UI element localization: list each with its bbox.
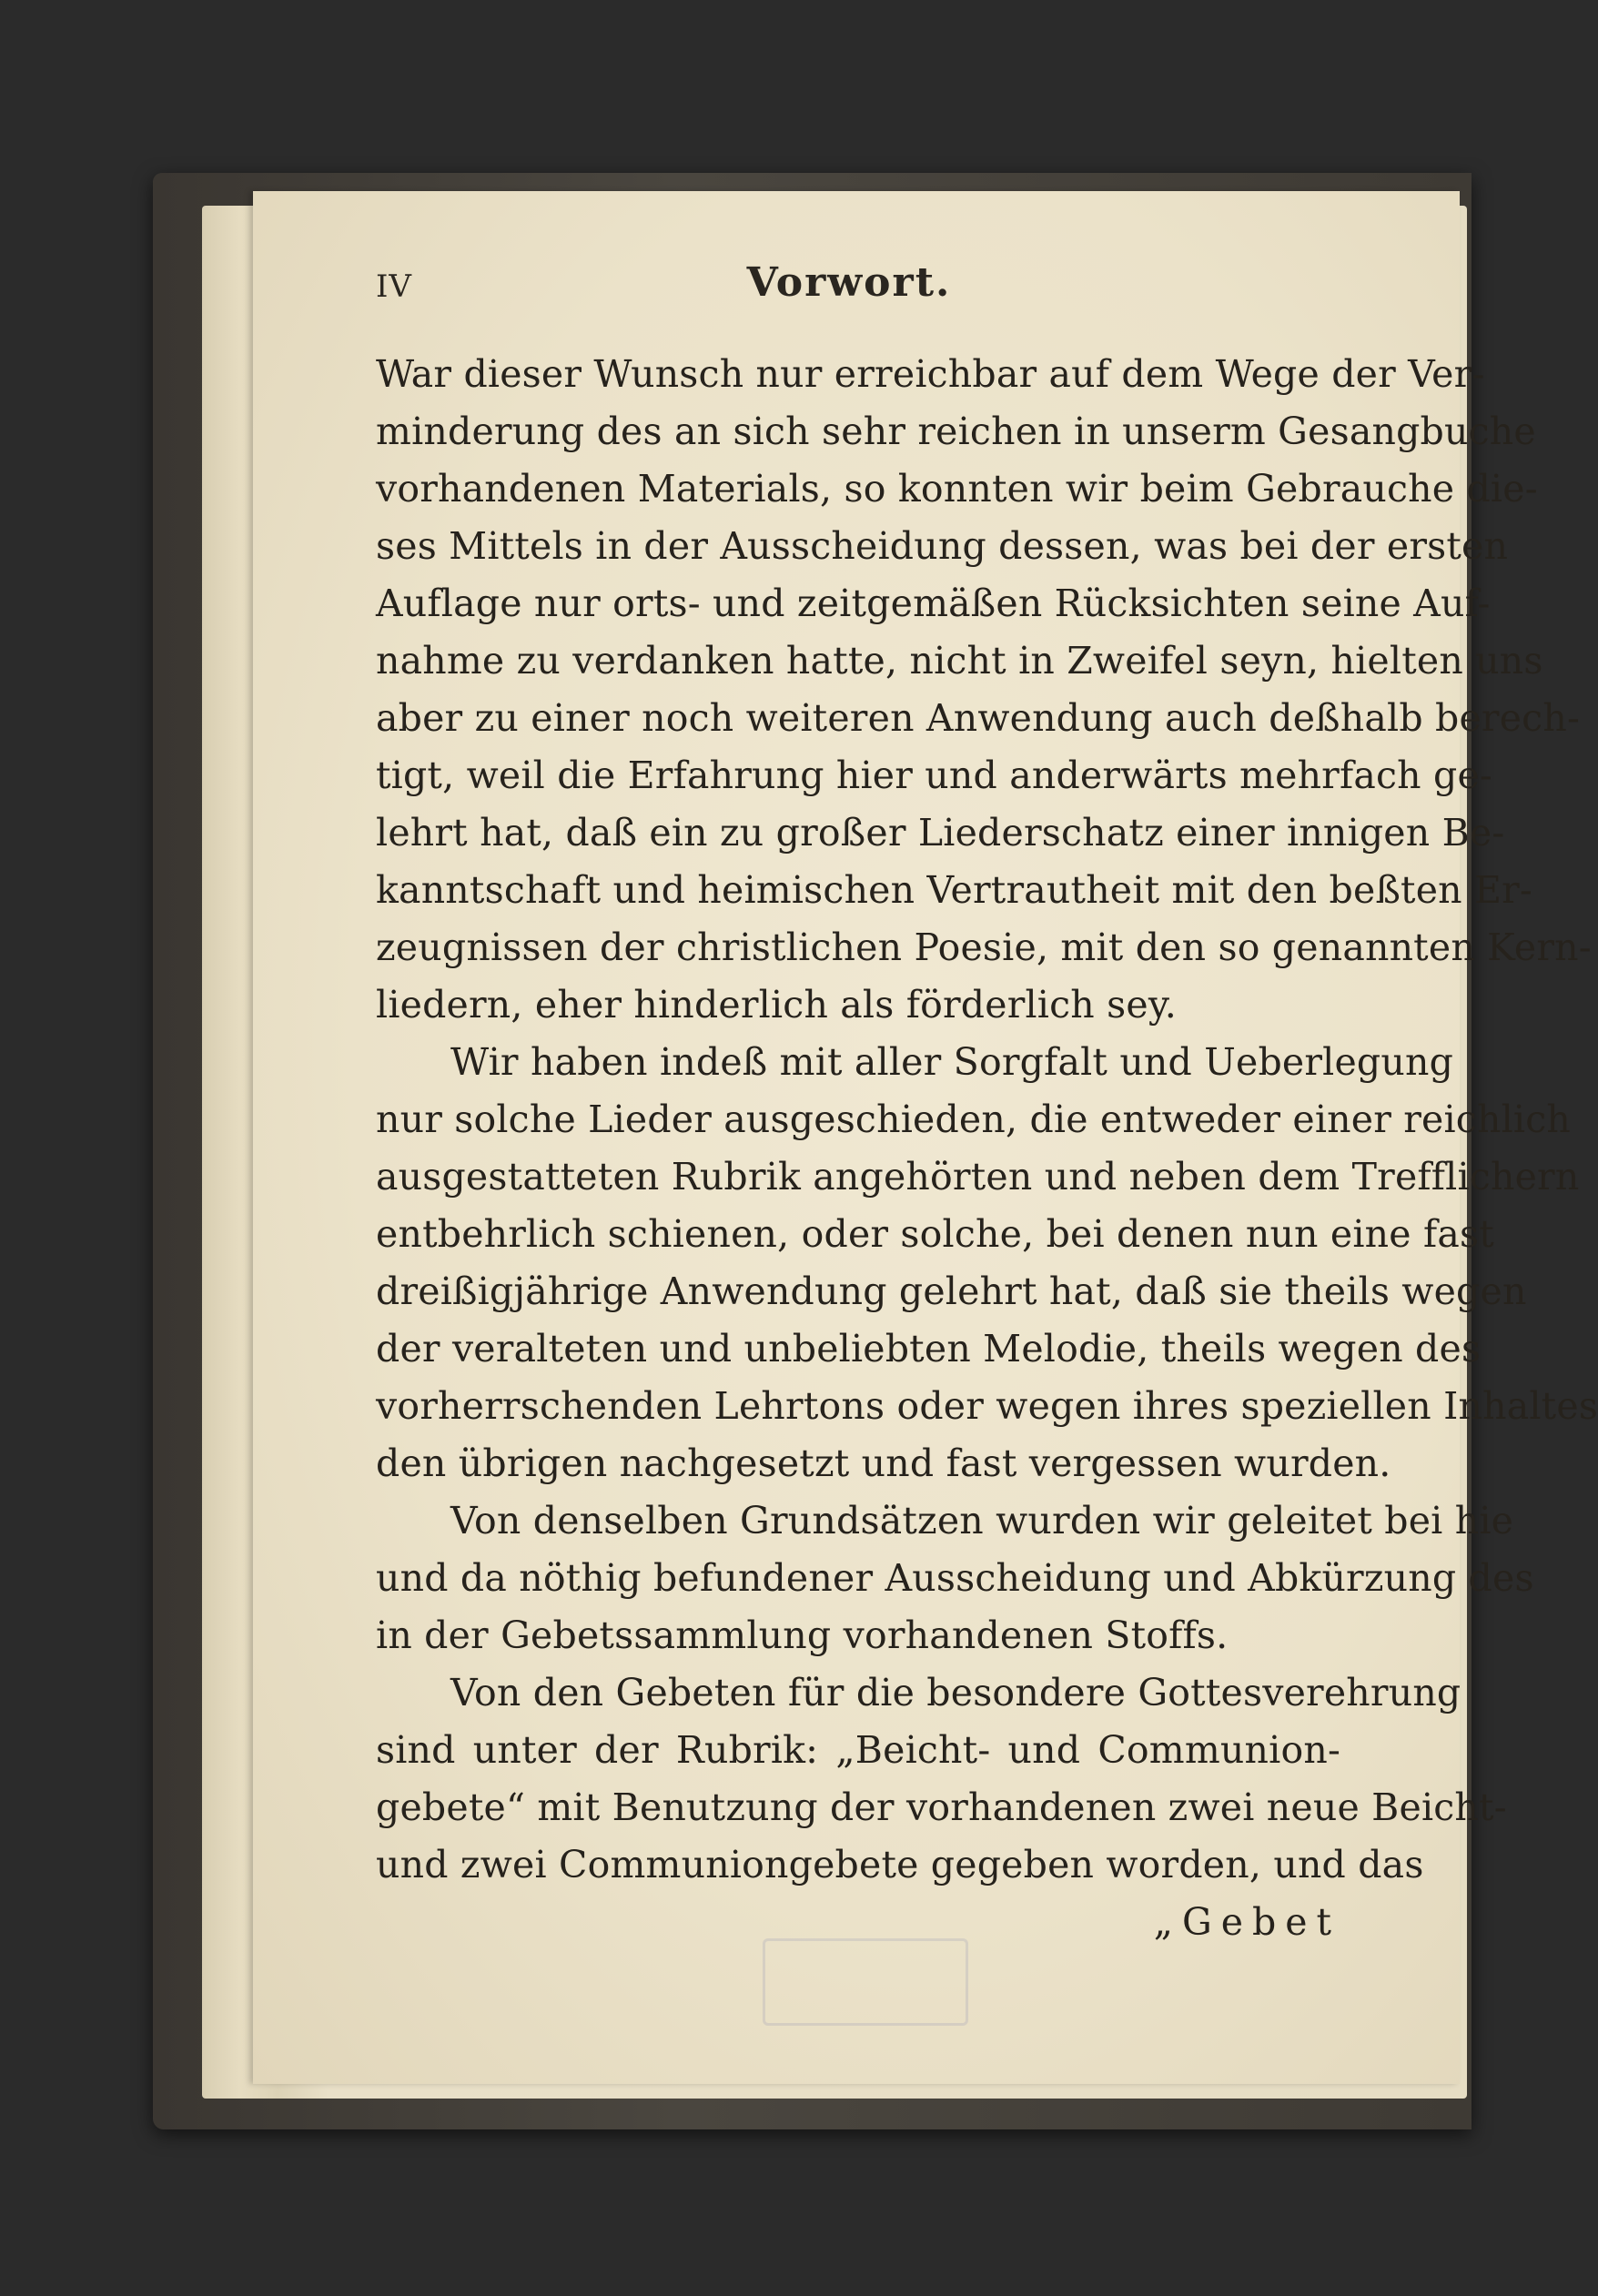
text-line: tigt, weil die Erfahrung hier und anderwärts mehrfach ge-: [376, 754, 1492, 797]
text-line: und da nöthig befundener Ausscheidung und Abkürzung des: [376, 1556, 1534, 1600]
text-line: War dieser Wunsch nur erreichbar auf dem Wege der Ver-: [376, 352, 1485, 396]
text-line: in der Gebetssammlung vorhandenen Stoffs.: [376, 1613, 1229, 1657]
text-line: Auflage nur orts- und zeitgemäßen Rücksichten seine Auf-: [376, 582, 1491, 625]
text-line: und zwei Communiongebete gegeben worden, und das: [376, 1843, 1424, 1886]
text-line: den übrigen nachgesetzt und fast vergessen wurden.: [376, 1441, 1391, 1485]
text-line: Von den Gebeten für die besondere Gottesverehrung: [450, 1671, 1461, 1714]
text-line: minderung des an sich sehr reichen in unserm Gesangbuche: [376, 410, 1536, 453]
text-line: sind unter der Rubrik: „Beicht- und Communion-: [376, 1728, 1340, 1772]
text-line: gebete“ mit Benutzung der vorhandenen zwei neue Beicht-: [376, 1785, 1507, 1829]
body-text: [376, 346, 1598, 1951]
text-line: ausgestatteten Rubrik angehörten und neben dem Trefflichern: [376, 1155, 1580, 1199]
book-page: [253, 191, 1598, 2084]
page-number: IV: [376, 268, 412, 305]
text-line: vorhandenen Materials, so konnten wir beim Gebrauche die-: [376, 467, 1538, 511]
catchword: „Gebet: [1153, 1900, 1340, 1944]
text-line: zeugnissen der christlichen Poesie, mit den so genannten Kern-: [376, 925, 1592, 969]
library-stamp: [763, 1938, 968, 2026]
text-line: der veralteten und unbeliebten Melodie, theils wegen des: [376, 1327, 1482, 1371]
text-line: ses Mittels in der Ausscheidung dessen, was bei der ersten: [376, 524, 1509, 568]
text-line: Von denselben Grundsätzen wurden wir geleitet bei hie: [450, 1499, 1514, 1542]
text-line: vorherrschenden Lehrtons oder wegen ihres speziellen Inhaltes: [376, 1384, 1598, 1428]
text-line: entbehrlich schienen, oder solche, bei denen nun eine fast: [376, 1212, 1494, 1256]
text-line: kanntschaft und heimischen Vertrautheit mit den beßten Er-: [376, 868, 1532, 912]
text-line: nur solche Lieder ausgeschieden, die entweder einer reichlich: [376, 1097, 1571, 1141]
text-line: dreißigjährige Anwendung gelehrt hat, daß sie theils wegen: [376, 1269, 1527, 1313]
text-line: Wir haben indeß mit aller Sorgfalt und Ueberlegung: [450, 1040, 1454, 1084]
text-line: aber zu einer noch weiteren Anwendung auch deßhalb berech-: [376, 696, 1580, 740]
running-head: Vorwort.: [746, 259, 952, 306]
text-line: lehrt hat, daß ein zu großer Liederschatz einer innigen Be-: [376, 811, 1505, 855]
text-line: nahme zu verdanken hatte, nicht in Zweifel seyn, hielten uns: [376, 639, 1543, 683]
text-line: liedern, eher hinderlich als förderlich sey.: [376, 983, 1177, 1027]
page-header: [376, 259, 1286, 314]
